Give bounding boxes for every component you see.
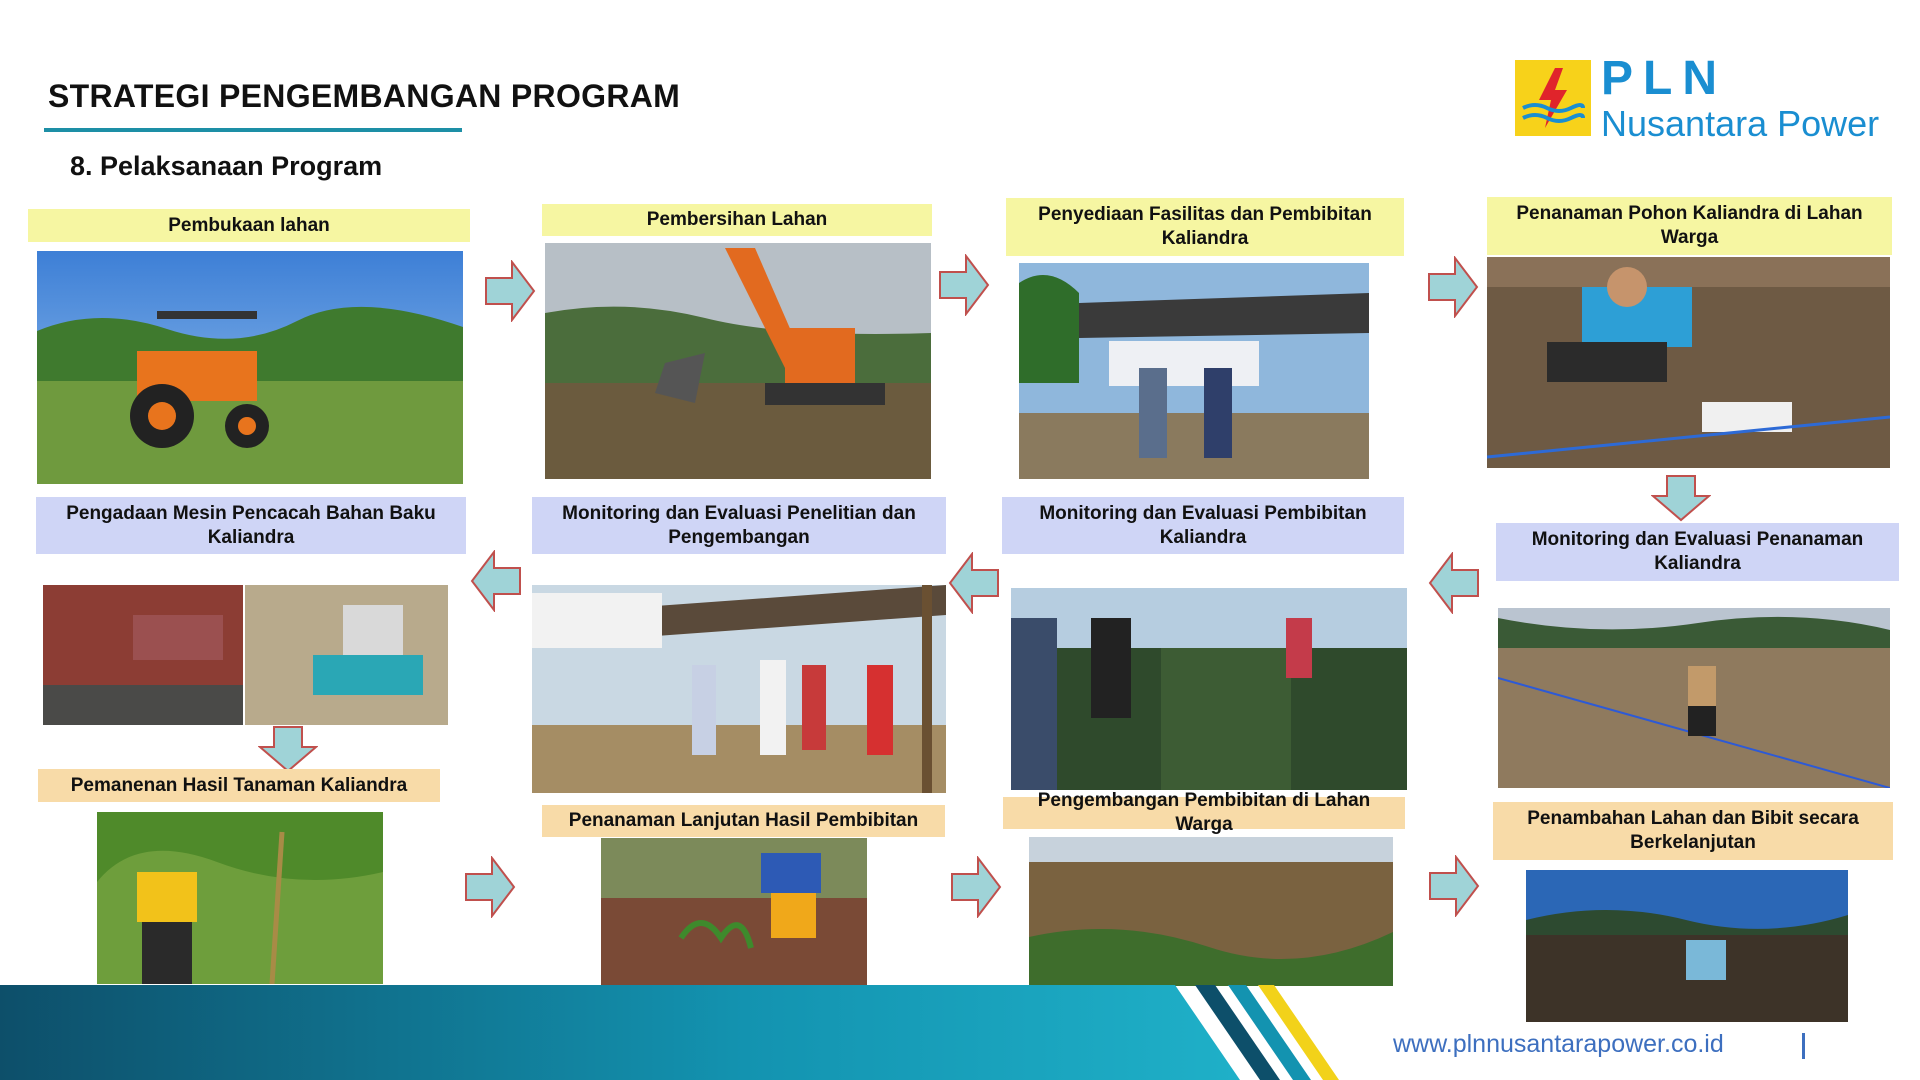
- logo-brand-text: PLN: [1601, 52, 1727, 105]
- arrow-right-icon: [464, 856, 516, 918]
- step-label-monev-research: Monitoring dan Evaluasi Penelitian dan Pengembangan: [532, 497, 946, 554]
- photo-planting-tree: [1487, 257, 1890, 468]
- arrow-right-icon: [950, 856, 1002, 918]
- arrow-right-icon: [1427, 256, 1479, 318]
- photo-nursery-handover: [1019, 263, 1369, 479]
- pln-logo: [1515, 52, 1895, 147]
- step-label-tree-planting: Penanaman Pohon Kaliandra di Lahan Warga: [1487, 197, 1892, 255]
- arrow-down-icon: [258, 725, 318, 773]
- arrow-left-icon: [948, 552, 1000, 614]
- photo-shredder-machine: [43, 585, 448, 725]
- step-label-monev-nursery: Monitoring dan Evaluasi Pembibitan Kaliandra: [1002, 497, 1404, 554]
- photo-harvesting: [97, 812, 383, 984]
- arrow-right-icon: [1428, 855, 1480, 917]
- photo-nursery-field: [1029, 837, 1393, 986]
- logo-company-text: Nusantara Power: [1601, 103, 1880, 144]
- step-label-nursery-development: Pengembangan Pembibitan di Lahan Warga: [1003, 797, 1405, 829]
- arrow-left-icon: [1428, 552, 1480, 614]
- step-label-land-opening: Pembukaan lahan: [28, 209, 470, 242]
- footer-website-link[interactable]: www.plnnusantarapower.co.id: [1393, 1030, 1724, 1058]
- arrow-right-icon: [484, 260, 536, 322]
- title-underline: [44, 128, 462, 132]
- arrow-right-icon: [938, 254, 990, 316]
- arrow-left-icon: [470, 550, 522, 612]
- step-label-nursery-facility: Penyediaan Fasilitas dan Pembibitan Kaliandra: [1006, 198, 1404, 256]
- photo-excavator: [545, 243, 931, 479]
- step-label-land-clearing: Pembersihan Lahan: [542, 204, 932, 236]
- step-label-harvesting: Pemanenan Hasil Tanaman Kaliandra: [38, 769, 440, 802]
- step-label-monev-planting: Monitoring dan Evaluasi Penanaman Kaliandra: [1496, 523, 1899, 581]
- step-label-land-expansion: Penambahan Lahan dan Bibit secara Berkelanjutan: [1493, 802, 1893, 860]
- section-subtitle: 8. Pelaksanaan Program: [70, 151, 383, 181]
- arrow-down-icon: [1651, 474, 1711, 522]
- pln-lightning-icon: [1515, 60, 1591, 136]
- page-title: STRATEGI PENGEMBANGAN PROGRAM: [48, 78, 681, 114]
- step-label-shredder-machine: Pengadaan Mesin Pencacah Bahan Baku Kaliandra: [36, 497, 466, 554]
- photo-monev-nursery: [1011, 588, 1407, 790]
- footer-divider: [1802, 1033, 1805, 1059]
- step-label-continued-planting: Penanaman Lanjutan Hasil Pembibitan: [542, 805, 945, 837]
- photo-tractor-field: [37, 251, 463, 484]
- photo-monev-research: [532, 585, 946, 793]
- photo-continued-planting: [601, 838, 867, 988]
- photo-watering-field: [1498, 608, 1890, 788]
